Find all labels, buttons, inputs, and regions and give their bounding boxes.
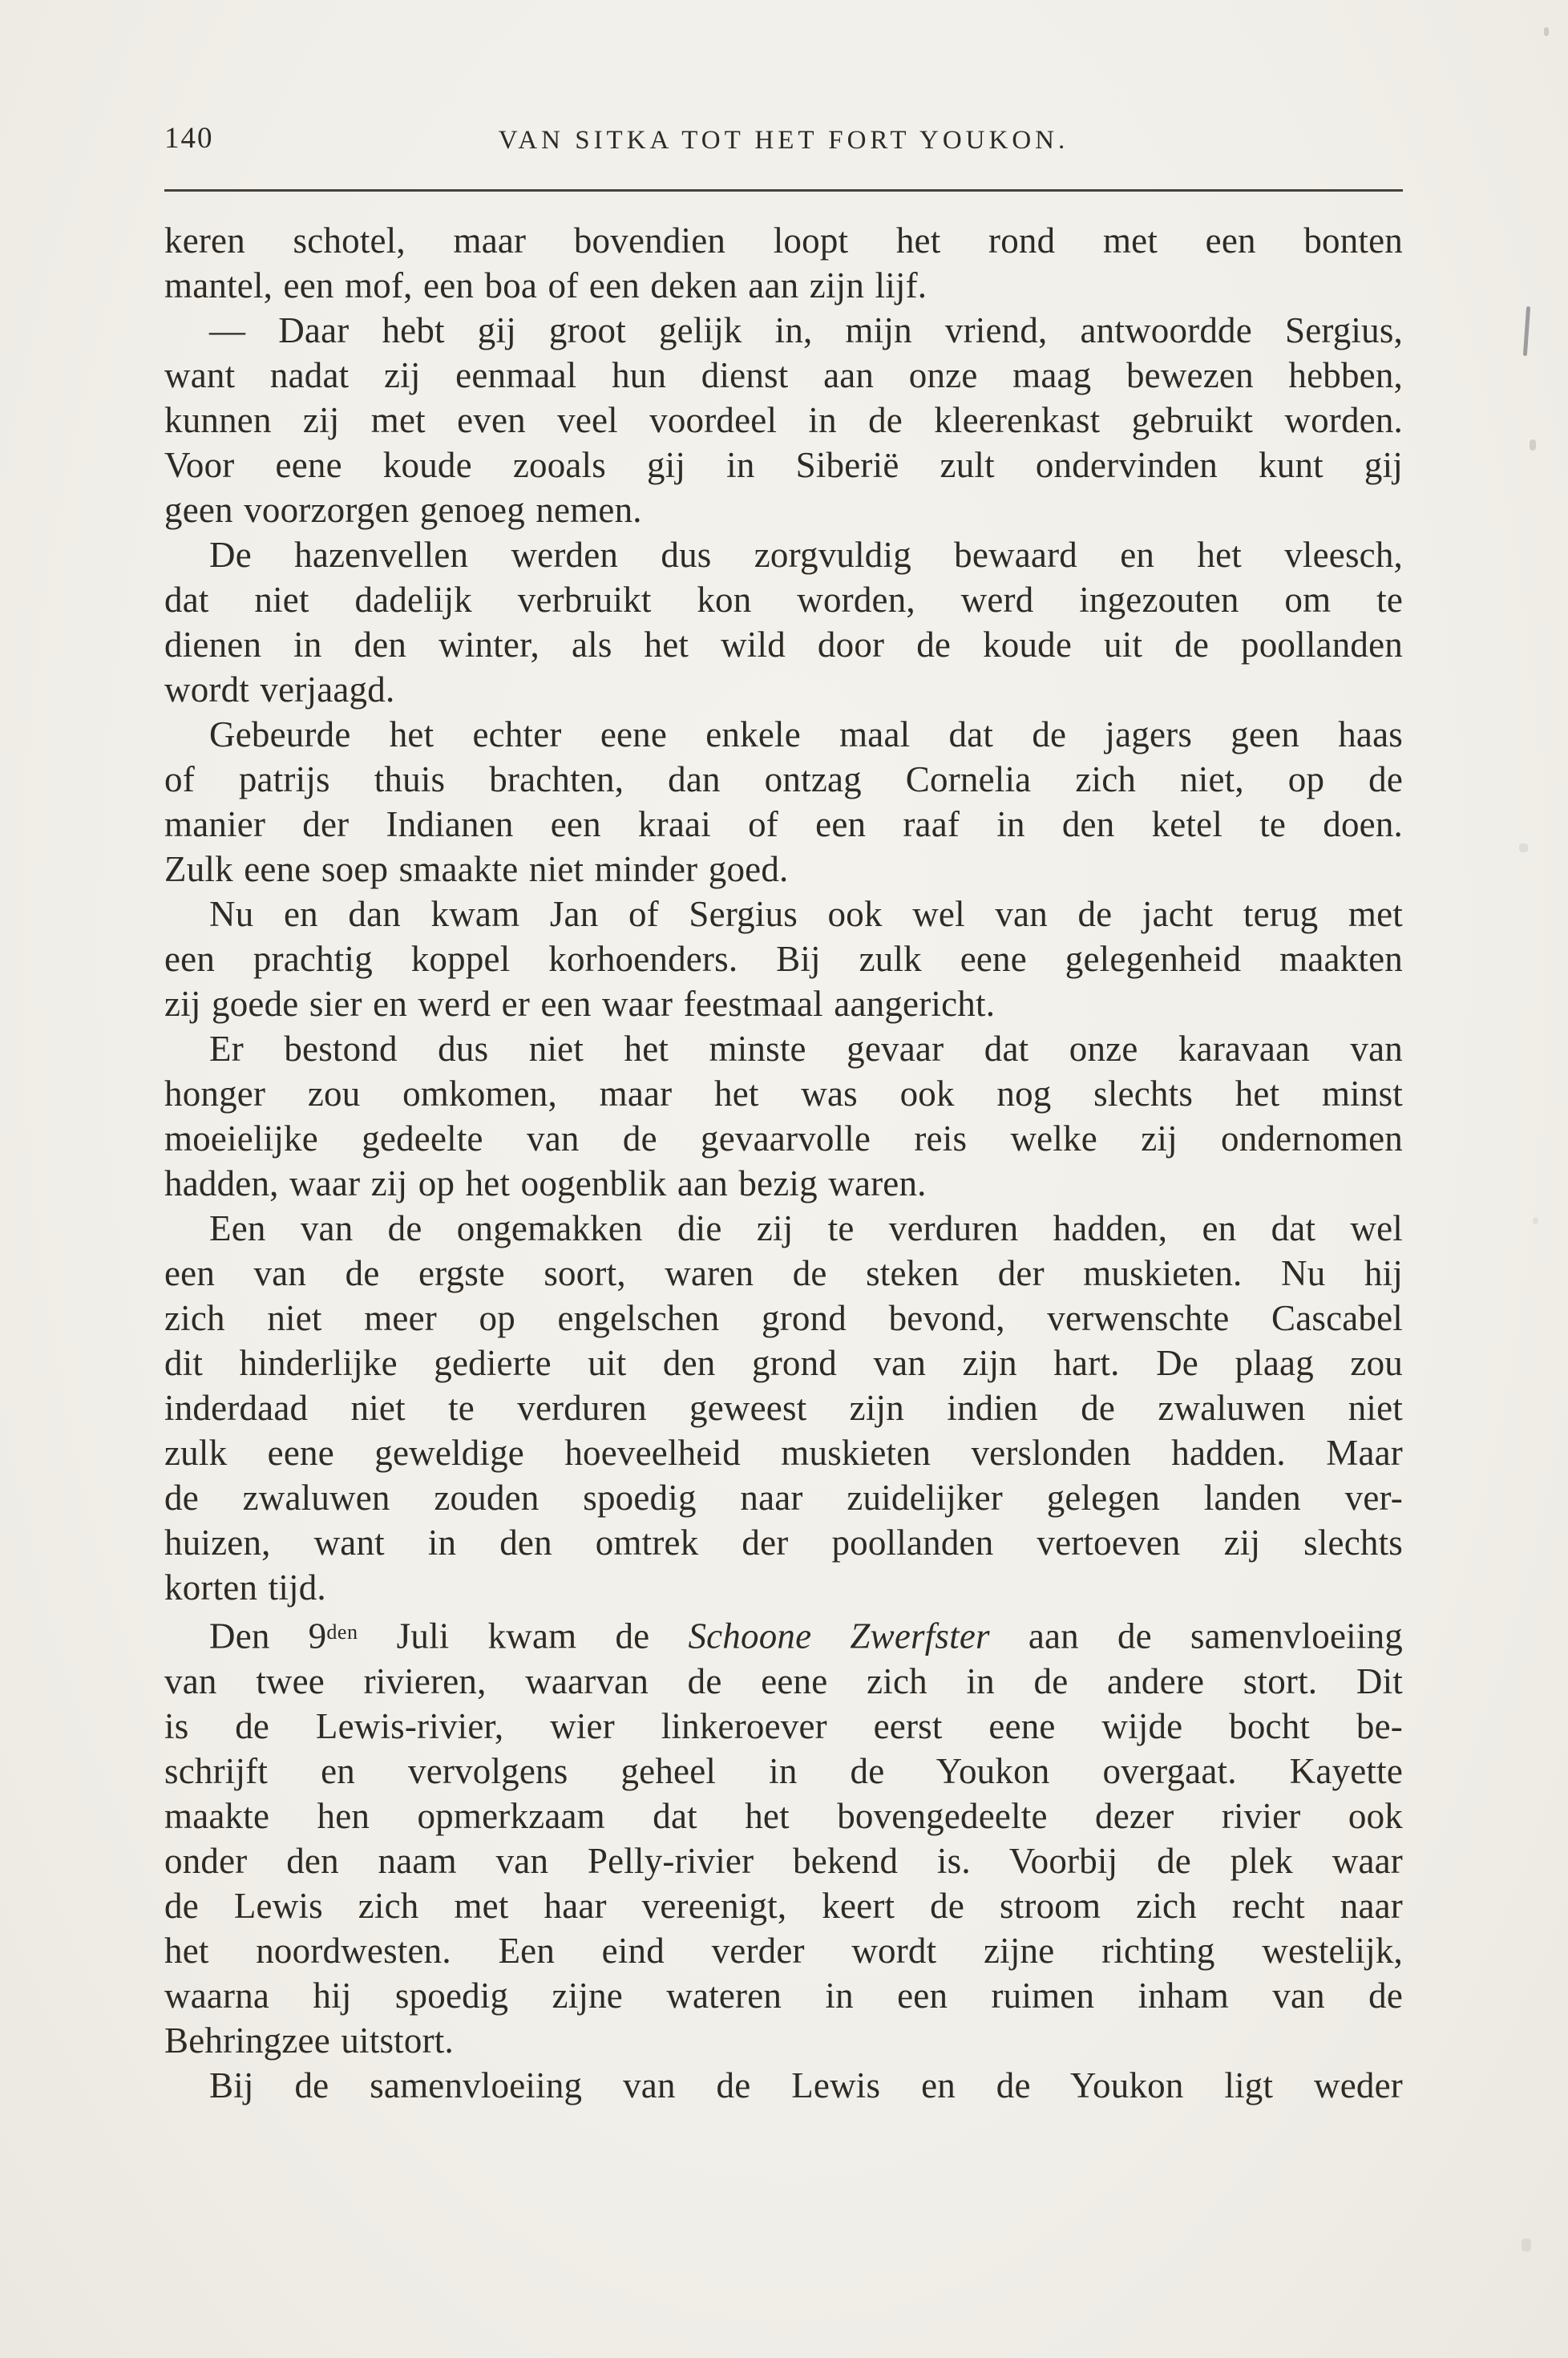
text-line [164,847,1403,892]
text-segment: honger zou omkomen, maar het was ook nog slechts het minst [164,1074,1403,1114]
text-line [164,1520,1403,1565]
scan-artifact [1522,2239,1531,2251]
text-line [164,353,1403,398]
text-line [164,1704,1403,1749]
text-line [164,1610,1403,1659]
text-segment: een prachtig koppel korhoenders. Bij zulk eene gelegenheid maakten [164,939,1403,979]
text-line [164,1206,1403,1251]
text-line [164,1161,1403,1206]
text-line [164,1385,1403,1430]
text-line [164,1071,1403,1116]
text-segment: Gebeurde het echter eene enkele maal dat de jagers geen haas [209,714,1403,754]
text-line [164,1928,1403,1973]
text-line [164,757,1403,802]
text-segment: zich niet meer op engelschen grond bevond, verwenschte Cascabel [164,1298,1403,1338]
text-segment: Er bestond dus niet het minste gevaar dat onze karavaan van [209,1029,1403,1069]
text-segment: is de Lewis-rivier, wier linkeroever eerst eene wijde bocht be- [164,1705,1403,1746]
text-line [164,487,1403,532]
text-segment: het noordwesten. Een eind verder wordt zijne richting westelijk, [164,1930,1403,1971]
text-segment: Juli kwam de [358,1616,689,1656]
text-segment: dienen in den winter, als het wild door de koude uit de poollanden [164,625,1403,665]
page-header [164,119,1403,159]
text-line [164,263,1403,308]
text-segment: manier der Indianen een kraai of een raaf in den ketel te doen. [164,804,1403,844]
text-line [164,892,1403,936]
text-segment: de zwaluwen zouden spoedig naar zuidelijker gelegen landen ver- [164,1478,1403,1518]
scan-artifact [1530,439,1536,451]
text-segment: schrijft en vervolgens geheel in de Youkon overgaat. Kayette [164,1750,1403,1791]
text-line [164,2018,1403,2063]
text-segment: maakte hen opmerkzaam dat het bovengedeelte dezer rivier ook [164,1795,1403,1836]
text-segment: van twee rivieren, waarvan de eene zich in de andere stort. Dit [164,1660,1403,1701]
text-segment: Een van de ongemakken die zij te verduren hadden, en dat wel [209,1208,1403,1248]
text-line [164,398,1403,443]
text-line [164,1341,1403,1385]
text-segment: moeielijke gedeelte van de gevaarvolle reis welke zij ondernomen [164,1118,1403,1159]
text-segment: waarna hij spoedig zijne wateren in een ruimen inham van de [164,1975,1403,2016]
text-segment: mantel, een mof, een boa of een deken aan zijn lijf. [164,265,927,305]
text-line [164,1430,1403,1475]
superscript-text: den [326,1620,358,1644]
text-line [164,1475,1403,1520]
text-line [164,443,1403,487]
italic-text: Schoone Zwerfster [688,1616,990,1656]
text-line [164,1659,1403,1704]
text-line [164,1251,1403,1296]
text-segment: Zulk eene soep smaakte niet minder goed. [164,849,789,889]
text-line [164,1883,1403,1928]
text-segment: Bij de samenvloeiing van de Lewis en de Youkon ligt weder [209,2065,1403,2105]
text-line [164,577,1403,622]
text-segment: huizen, want in den omtrek der poollanden vertoeven zij slechts [164,1523,1403,1563]
page-number: 140 [164,122,214,155]
scan-artifact [1533,1217,1538,1224]
text-segment: wordt verjaagd. [164,669,395,710]
text-line [164,532,1403,577]
text-segment: hadden, waar zij op het oogenblik aan bezig waren. [164,1163,927,1203]
text-line [164,1973,1403,2018]
text-line [164,712,1403,757]
text-line [164,1794,1403,1838]
text-line [164,2063,1403,2108]
text-line [164,667,1403,712]
text-line [164,308,1403,353]
text-segment: geen voorzorgen genoeg nemen. [164,490,642,530]
text-line [164,1296,1403,1341]
text-segment: kunnen zij met even veel voordeel in de kleerenkast gebruikt worden. [164,400,1403,440]
text-segment: dit hinderlijke gedierte uit den grond van zijn hart. De plaag zou [164,1343,1403,1383]
scan-artifact [1544,27,1549,36]
text-segment: de Lewis zich met haar vereenigt, keert de stroom zich recht naar [164,1885,1403,1926]
text-segment: onder den naam van Pelly-rivier bekend is. Voorbij de plek waar [164,1840,1403,1881]
text-line [164,1565,1403,1610]
scan-artifact [1523,306,1530,356]
text-line [164,1749,1403,1794]
text-line [164,622,1403,667]
text-segment: keren schotel, maar bovendien loopt het rond met een bonten [164,220,1403,261]
text-segment: want nadat zij eenmaal hun dienst aan onze maag bewezen hebben, [164,355,1403,395]
text-segment: aan de samenvloeiing [989,1616,1403,1656]
text-line [164,218,1403,263]
text-segment: Den 9 [209,1616,327,1656]
text-segment: Nu en dan kwam Jan of Sergius ook wel van de jacht terug met [209,894,1403,934]
text-segment: inderdaad niet te verduren geweest zijn indien de zwaluwen niet [164,1388,1403,1428]
text-line [164,1026,1403,1071]
running-title: VAN SITKA TOT HET FORT YOUKON. [498,126,1069,155]
text-line [164,1116,1403,1161]
text-segment: zij goede sier en werd er een waar feestmaal aangericht. [164,984,996,1024]
scan-artifact [1519,843,1528,852]
text-block [164,218,1403,2108]
text-segment: of patrijs thuis brachten, dan ontzag Cornelia zich niet, op de [164,759,1403,799]
text-segment: dat niet dadelijk verbruikt kon worden, werd ingezouten om te [164,580,1403,620]
text-segment: zulk eene geweldige hoeveelheid muskieten verslonden hadden. Maar [164,1433,1403,1473]
text-line [164,802,1403,847]
text-segment: De hazenvellen werden dus zorgvuldig bewaard en het vleesch, [209,535,1403,575]
text-line [164,1838,1403,1883]
text-segment: een van de ergste soort, waren de steken der muskieten. Nu hij [164,1253,1403,1293]
header-rule [164,189,1403,192]
text-segment: — Daar hebt gij groot gelijk in, mijn vriend, antwoordde Sergius, [209,310,1403,350]
text-segment: Behringzee uitstort. [164,2020,454,2061]
text-line [164,936,1403,981]
text-segment: korten tijd. [164,1567,326,1608]
text-line [164,981,1403,1026]
text-segment: Voor eene koude zooals gij in Siberië zult ondervinden kunt gij [164,445,1403,485]
